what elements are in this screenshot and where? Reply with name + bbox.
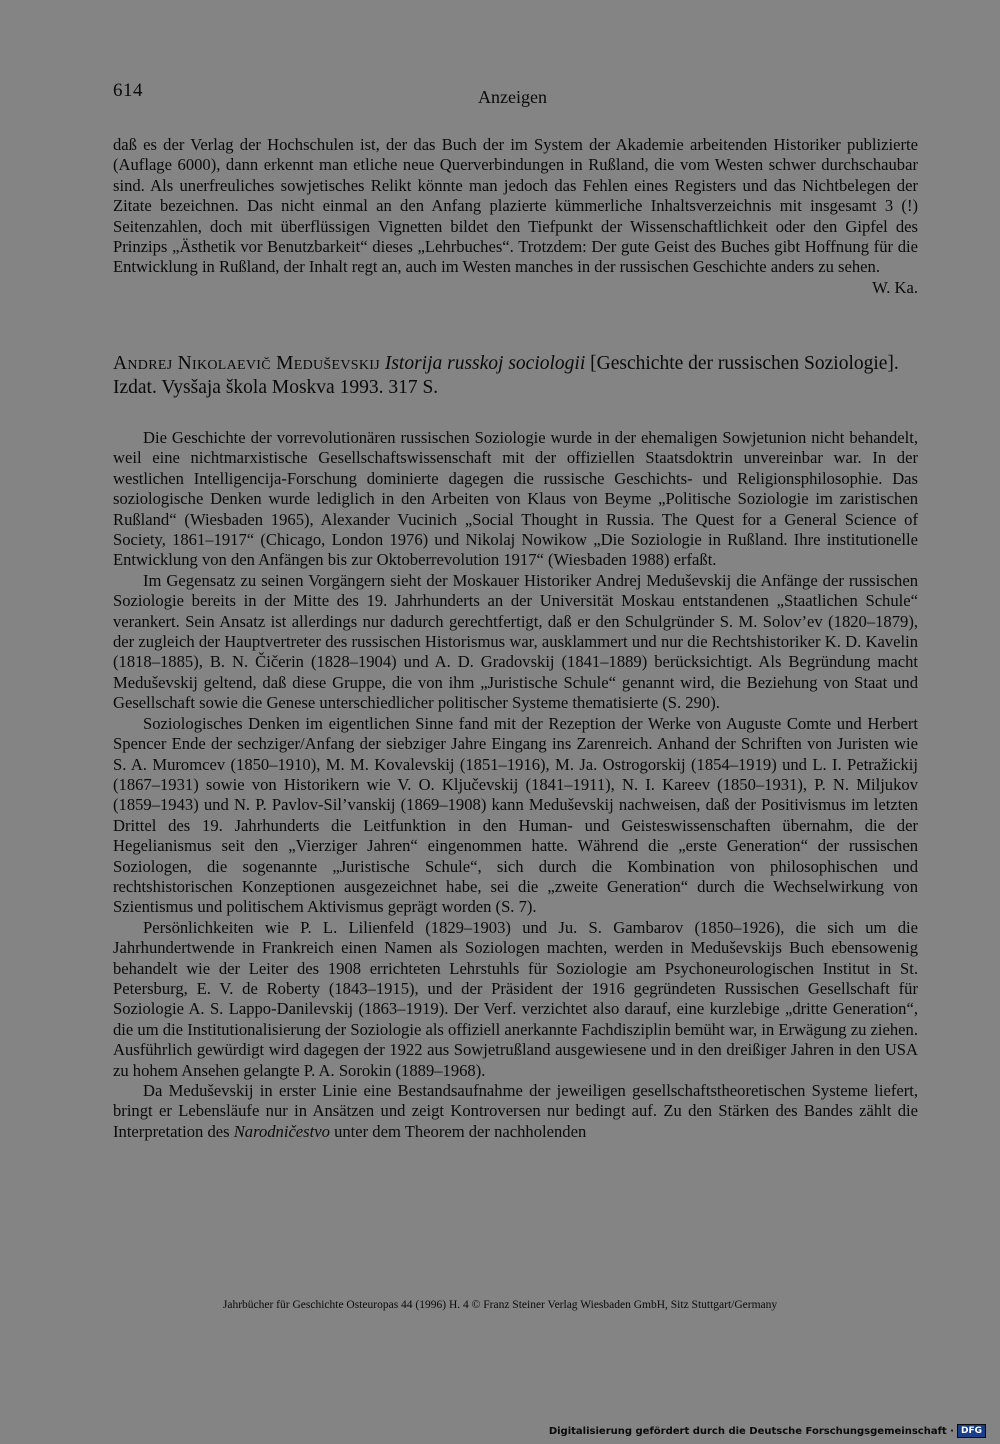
review-heading bbox=[113, 352, 918, 400]
book-publication-info: [Geschichte der russischen Soziologie]. Izdat. Vysšaja škola Moskva 1993. 317 S. bbox=[113, 353, 899, 398]
book-title: Istorija russkoj sociologii bbox=[384, 353, 586, 374]
journal-footer: Jahrbücher für Geschichte Osteuropas 44 (1996) H. 4 © Franz Steiner Verlag Wiesbaden GmbH, Sitz Stuttgart/Germany bbox=[222, 1299, 778, 1311]
running-head: Anzeigen bbox=[478, 87, 547, 107]
book-author: Andrej Nikolaevič Meduševskij bbox=[113, 353, 380, 374]
review-text: daß es der Verlag der Hochschulen ist, der das Buch der im System der Akademie arbeitenden Historiker publizierte (Auflage 6000), dann erkennt man etliche neue Querverbindungen in Rußland, die vom Westen schwer durchschaubar sind. Als unerfreuliches sowjetisches Relikt könnte man jedoch das Fehlen eines Registers und das Nichtbelegen der Zitate bezeichnen. Das nicht einmal an den Anfang plazierte kümmerliche Inhaltsverzeichnis mit insgesamt 3 (!) Seitenzahlen, doch mit überflüssigen Vignetten bildet den Tiefpunkt der Wissenschaftlichkeit oder den Gipfel des Prinzips „Ästhetik vor Benutzbarkeit“ dieses „Lehrbuches“. Trotzdem: Der gute Geist des Buches gibt Hoffnung für die Entwicklung in Rußland, der Inhalt regt an, auch im Westen manches in der russischen Geschichte anders zu sehen. bbox=[113, 135, 918, 277]
review-paragraph: Im Gegensatz zu seinen Vorgängern sieht der Moskauer Historiker Andrej Meduševskij die Anfänge der russischen Soziologie bereits in der Mitte des 19. Jahrhunderts an der Universität Moskau entstandenen „Staatlichen Schule“ verankert. Sein Ansatz ist allerdings nur dadurch gerechtfertigt, daß er den Schulgründer S. M. Solov’ev (1820–1879), der zugleich der Hauptvertreter des russischen Historismus war, ausklammert und nur die Rechtshistoriker K. D. Kavelin (1818–1885), B. N. Čičerin (1828–1904) und A. D. Gradovskij (1841–1889) berücksichtigt. Als Begründung macht Meduševskij geltend, daß diese Gruppe, die von ihm „Juristische Schule“ genannt wird, die Beziehung von Staat und Gesellschaft sowie die Genese unterschiedlicher politischer Systeme thematisierte (S. 290). bbox=[113, 570, 918, 713]
italic-term: Narodničestvo bbox=[233, 1121, 330, 1141]
digitization-note bbox=[549, 1424, 986, 1438]
review-paragraph: Persönlichkeiten wie P. L. Lilienfeld (1829–1903) und Ju. S. Gambarov (1850–1926), die sich um die Jahrhundertwende in Frankreich einen Namen als Soziologen machten, werden in Meduševskijs Buch ebensowenig behandelt wie der Leiter des 1908 errichteten Lehrstuhls für Soziologie am Psychoneurologischen Institut in St. Petersburg, E. V. de Roberty (1843–1915), und der Präsident der 1916 gegründeten Russischen Gesellschaft für Soziologie A. S. Lappo-Danilevskij (1863–1919). Der Verf. verzichtet also darauf, eine kurzlebige „dritte Generation“, die um die Institutionalisierung der Soziologie als offiziell anerkannte Fachdisziplin bemüht war, in Erwägung zu ziehen. Ausführlich gewürdigt wird dagegen der 1922 aus Sowjetrußland ausgewiesene und in den dreißiger Jahren in den USA zu hohem Ansehen gelangte P. A. Sorokin (1889–1968). bbox=[113, 917, 918, 1080]
review-paragraph bbox=[113, 135, 918, 297]
paragraph-text: Da Meduševskij in erster Linie eine Bestandsaufnahme der jeweiligen gesellschaftstheoretischen Systeme liefert, bringt er Lebensläufe nur in Ansätzen und zeigt Kontroversen nur bedingt auf. Zu den Stärken des Bandes zählt die Interpretation des bbox=[113, 1081, 918, 1141]
dfg-logo-icon: DFG bbox=[957, 1424, 986, 1438]
review-paragraph: Die Geschichte der vorrevolutionären russischen Soziologie wurde in der ehemaligen Sowjetunion nicht behandelt, weil eine nichtmarxistische Gesellschaftswissenschaft mit der offiziellen Staatsdoktrin unvereinbar war. In der westlichen Intelligencija-Forschung dominierte dagegen die russische Geschichts- und Religionsphilosophie. Das soziologische Denken wurde lediglich in den Arbeiten von Klaus von Beyme „Politische Soziologie im zaristischen Rußland“ (Wiesbaden 1965), Alexander Vucinich „Social Thought in Russia. The Quest for a General Science of Society, 1861–1917“ (Chicago, London 1976) und Nikolaj Nowikow „Die Soziologie in Rußland. Ihre institutionelle Entwicklung von den Anfängen bis zur Oktoberrevolution 1917“ (Wiesbaden 1988) erfaßt. bbox=[113, 428, 918, 570]
digitization-text: Digitalisierung gefördert durch die Deutsche Forschungsgemeinschaft · bbox=[548, 1425, 954, 1437]
page-number: 614 bbox=[113, 80, 143, 101]
review-continuation bbox=[113, 135, 918, 298]
review-paragraph: Soziologisches Denken im eigentlichen Sinne fand mit der Rezeption der Werke von Auguste Comte und Herbert Spencer Ende der sechziger/Anfang der siebziger Jahre Eingang ins Zarenreich. Anhand der Schriften von Juristen wie S. A. Muromcev (1850–1910), M. M. Kovalevskij (1851–1916), M. Ja. Ostrogorskij (1854–1919) und L. I. Petražickij (1867–1931) sowie von Historikern wie V. O. Ključevskij (1841–1911), N. I. Kareev (1850–1931), P. N. Miljukov (1859–1943) und N. P. Pavlov-Sil’vanskij (1869–1908) kann Meduševskij nachweisen, daß der Positivismus im letzten Drittel des 19. Jahrhunderts die Leitfunktion in den Human- und Geisteswissenschaften übernahm, die der Hegelianismus seit den „Vierziger Jahren“ eingenommen hatte. Während die „erste Generation“ der russischen Soziologen, die sogenannte „Juristische Schule“, sich durch die Kombination von philosophischen und rechtshistorischen Konzeptionen ausgezeichnet habe, sei die „zweite Generation“ durch die Wechselwirkung von Szientismus und politischem Aktivismus geprägt worden (S. 7). bbox=[113, 713, 918, 917]
review-paragraph bbox=[113, 1081, 918, 1142]
review-body bbox=[113, 428, 918, 1142]
paragraph-text: unter dem Theorem der nachholenden bbox=[334, 1121, 587, 1141]
reviewer-signature: W. Ka. bbox=[872, 277, 918, 297]
